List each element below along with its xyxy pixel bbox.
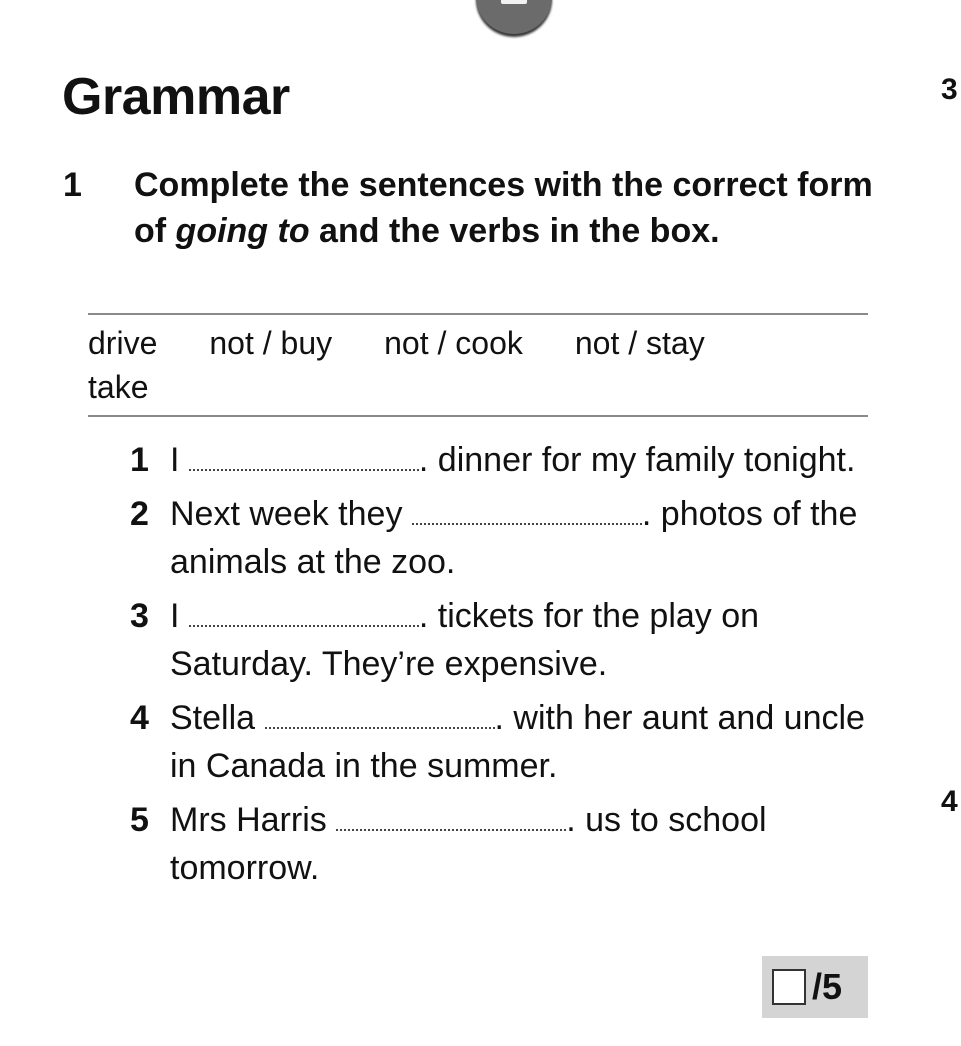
sentence-item <box>130 436 875 484</box>
sentence-number: 3 <box>130 597 149 635</box>
sentence-text-after: . tickets for the play on Saturday. They’re expensive. <box>170 597 760 683</box>
sentence-text-before: Next week they <box>170 495 412 533</box>
answer-gap[interactable] <box>189 597 419 627</box>
sentence-item <box>130 796 875 892</box>
section-title: Grammar <box>62 68 290 126</box>
word-box-item: take <box>88 369 149 405</box>
sentence-item <box>130 694 875 790</box>
sentence-text-before: I <box>170 441 189 479</box>
score-box <box>762 956 868 1018</box>
instruction-text-before: Complete the sentences with the correct form of <box>134 166 873 250</box>
word-box-item: not / stay <box>574 325 705 361</box>
answer-gap[interactable] <box>189 441 419 471</box>
page-number-badge <box>476 0 552 34</box>
answer-gap[interactable] <box>336 801 566 831</box>
sentence-text-after: . us to school tomorrow. <box>170 801 767 887</box>
sentence-text-before: I <box>170 597 189 635</box>
exercise-instruction <box>134 162 874 254</box>
instruction-text-italic: going to <box>175 212 310 250</box>
next-column-exercise-number-3: 3 <box>941 73 958 106</box>
word-box-item: drive <box>88 325 158 361</box>
answer-gap[interactable] <box>265 699 495 729</box>
score-input-square[interactable] <box>772 969 806 1005</box>
sentence-number: 2 <box>130 495 149 533</box>
sentence-list <box>130 436 875 898</box>
word-box-item: not / buy <box>209 325 333 361</box>
sentence-text-after: . photos of the animals at the zoo. <box>170 495 858 581</box>
next-column-exercise-number-4: 4 <box>941 785 958 818</box>
sentence-number: 5 <box>130 801 149 839</box>
word-box-item: not / cook <box>384 325 523 361</box>
word-box <box>88 313 868 417</box>
answer-gap[interactable] <box>412 495 642 525</box>
sentence-number: 4 <box>130 699 149 737</box>
sentence-item <box>130 592 875 688</box>
exercise-number: 1 <box>63 166 82 204</box>
sentence-item <box>130 490 875 586</box>
score-total: /5 <box>812 966 843 1007</box>
sentence-text-after: . dinner for my family tonight. <box>418 441 856 479</box>
sentence-text-before: Mrs Harris <box>170 801 337 839</box>
sentence-text-before: Stella <box>170 699 265 737</box>
sentence-number: 1 <box>130 441 149 479</box>
sentence-text-after: . with her aunt and uncle in Canada in the summer. <box>170 699 865 785</box>
badge-glyph-icon <box>501 0 527 4</box>
instruction-text-after: and the verbs in the box. <box>309 212 720 250</box>
